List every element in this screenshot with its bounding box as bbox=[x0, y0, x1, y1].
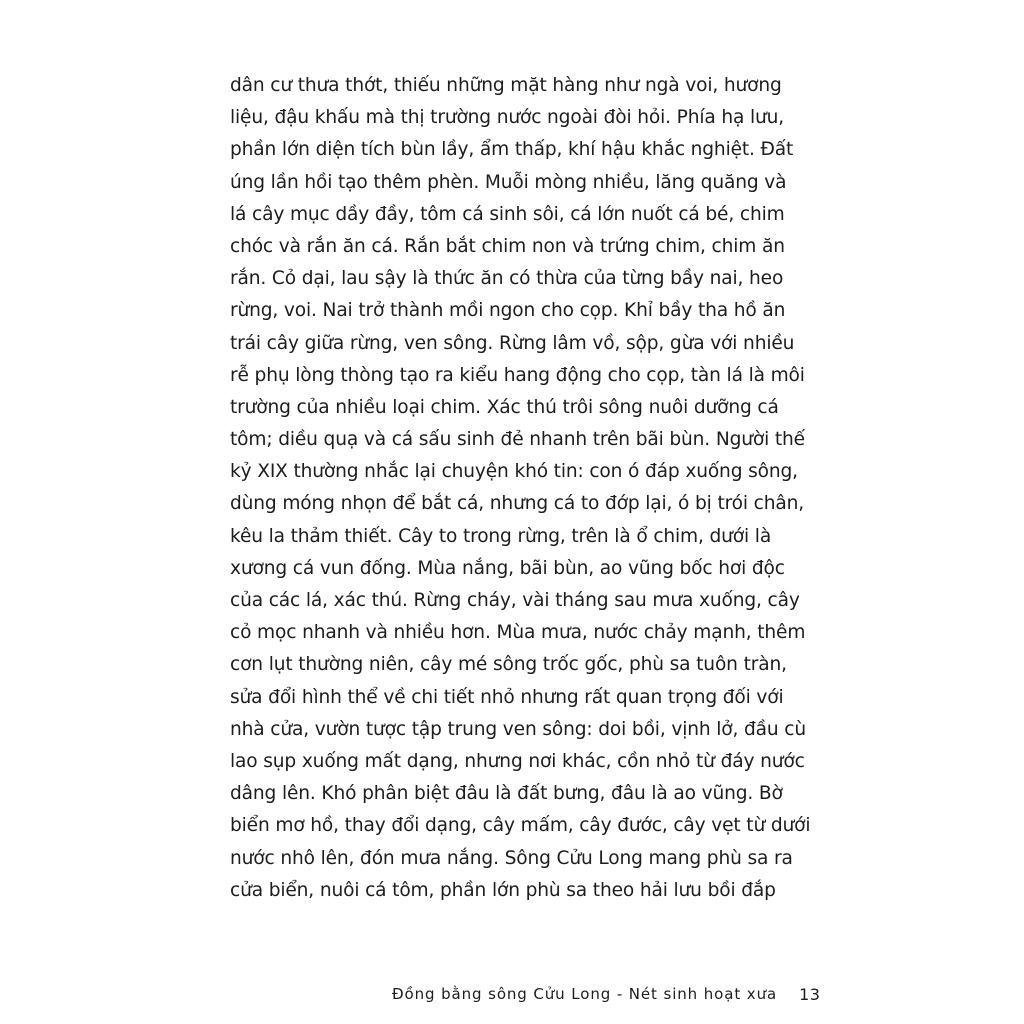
body-text bbox=[230, 70, 811, 907]
text-line: dâng lên. Khó phân biệt đâu là đất bưng, đâu là ao vũng. Bờ bbox=[230, 783, 783, 805]
text-line: kêu la thảm thiết. Cây to trong rừng, trên là ổ chim, dưới là bbox=[230, 525, 772, 547]
text-line: chóc và rắn ăn cá. Rắn bắt chim non và trứng chim, chim ăn bbox=[230, 235, 785, 257]
text-line: cửa biển, nuôi cá tôm, phần lớn phù sa theo hải lưu bồi đắp bbox=[230, 879, 776, 901]
text-line: trái cây giữa rừng, ven sông. Rừng lâm vồ, sộp, gừa với nhiều bbox=[230, 332, 795, 354]
page-number: 13 bbox=[799, 984, 821, 1004]
text-line: kỷ XIX thường nhắc lại chuyện khó tin: con ó đáp xuống sông, bbox=[230, 461, 798, 483]
text-line: dùng móng nhọn để bắt cá, nhưng cá to đớp lại, ó bị trói chân, bbox=[230, 493, 805, 515]
text-line: lao sụp xuống mất dạng, nhưng nơi khác, cồn nhỏ từ đáy nước bbox=[230, 750, 805, 772]
text-line: cơn lụt thường niên, cây mé sông trốc gốc, phù sa tuôn tràn, bbox=[230, 654, 787, 676]
text-line: xương cá vun đống. Mùa nắng, bãi bùn, ao vũng bốc hơi độc bbox=[230, 557, 785, 579]
text-line: lá cây mục dầy đầy, tôm cá sinh sôi, cá lớn nuốt cá bé, chim bbox=[230, 203, 785, 225]
text-line: sửa đổi hình thể về chi tiết nhỏ nhưng rất quan trọng đối với bbox=[230, 686, 784, 708]
text-line: biển mơ hồ, thay đổi dạng, cây mấm, cây đước, cây vẹt từ dưới bbox=[230, 815, 811, 837]
text-line: liệu, đậu khấu mà thị trường nước ngoài đòi hỏi. Phía hạ lưu, bbox=[230, 107, 785, 129]
text-line: rắn. Cỏ dại, lau sậy là thức ăn có thừa của từng bầy nai, heo bbox=[230, 268, 784, 290]
text-line: cỏ mọc nhanh và nhiều hơn. Mùa mưa, nước chảy mạnh, thêm bbox=[230, 622, 806, 644]
text-line: rừng, voi. Nai trở thành mồi ngon cho cọp. Khỉ bầy tha hồ ăn bbox=[230, 300, 786, 322]
text-line: nhà cửa, vườn tược tập trung ven sông: doi bồi, vịnh lở, đầu cù bbox=[230, 718, 806, 740]
text-line: trường của nhiều loại chim. Xác thú trôi sông nuôi dưỡng cá bbox=[230, 396, 779, 418]
text-line: dân cư thưa thớt, thiếu những mặt hàng như ngà voi, hương bbox=[230, 75, 782, 96]
text-line: tôm; diều quạ và cá sấu sinh đẻ nhanh trên bãi bùn. Người thế bbox=[230, 429, 805, 451]
text-line: rễ phụ lòng thòng tạo ra kiểu hang động cho cọp, tàn lá là môi bbox=[230, 364, 805, 386]
text-line: phần lớn diện tích bùn lầy, ẩm thấp, khí hậu khắc nghiệt. Đất bbox=[230, 139, 794, 161]
running-title: Đồng bằng sông Cửu Long - Nét sinh hoạt xưa bbox=[392, 985, 778, 1003]
text-line: của các lá, xác thú. Rừng cháy, vài tháng sau mưa xuống, cây bbox=[230, 590, 800, 611]
page-footer bbox=[392, 982, 821, 1006]
text-line: nước nhô lên, đón mưa nắng. Sông Cửu Long mang phù sa ra bbox=[230, 847, 793, 869]
text-line: úng lần hồi tạo thêm phèn. Muỗi mòng nhiều, lăng quăng và bbox=[230, 171, 787, 193]
